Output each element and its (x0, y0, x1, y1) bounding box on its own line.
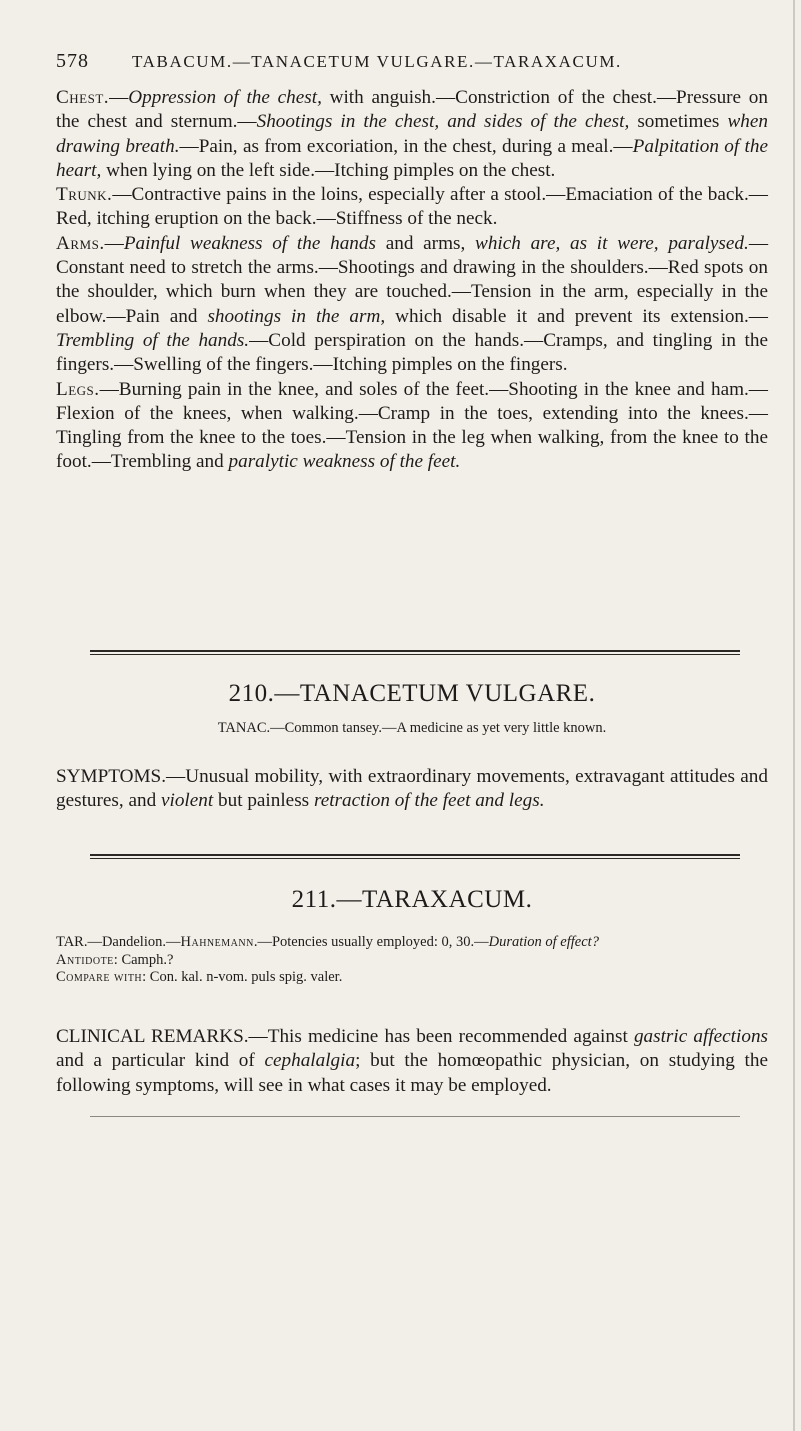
italic-text: cephalalgia (264, 1050, 356, 1072)
page-edge-line (793, 0, 795, 1431)
compare-value: : Con. kal. n-vom. puls spig. valer. (142, 969, 343, 985)
section-210-symptoms (56, 765, 768, 814)
symptom-paragraph (56, 183, 768, 232)
italic-text: paralytic weakness of the feet. (228, 451, 461, 473)
bottom-rule (90, 1116, 740, 1117)
text: Hahnemann (180, 934, 254, 950)
symptom-label: Legs. (56, 378, 100, 400)
italic-text: violent (160, 790, 214, 812)
tabacum-symptoms (56, 86, 768, 475)
symptom-paragraph (56, 86, 768, 183)
section-rule-210 (90, 650, 740, 655)
page-number: 578 (56, 50, 89, 72)
text: TAR.—Dandelion.— (56, 934, 181, 950)
italic-text: shootings in the arm, (207, 305, 386, 327)
text: CLINICAL REMARKS.—This medicine has been recommended against (56, 1026, 634, 1047)
text: and a particular kind of (56, 1050, 265, 1072)
symptom-label: Arms. (56, 232, 105, 254)
text: but painless (213, 790, 314, 812)
text: SYMPTOMS.—Unusual mobility, with extraordinary movements, extravagant attitudes and gestures, and (56, 766, 768, 812)
text: which disable it and prevent its extension.— (385, 305, 768, 327)
compare-line (56, 969, 768, 987)
section-rule-211 (90, 854, 740, 859)
section-heading-211: 211.—TARAXACUM. (291, 886, 533, 913)
symptom-label: Chest. (56, 87, 110, 108)
italic-text: when drawing breath. (56, 111, 768, 157)
italic-text: Oppression of the chest, (128, 87, 322, 108)
text: sometimes (629, 111, 728, 133)
text: with anguish.—Constriction of the chest.—Pressure on the chest and sternum.— (56, 87, 768, 133)
italic-text: Palpitation of the heart, (56, 135, 768, 181)
section-211-notes (56, 934, 768, 987)
antidote-value: : Camph.? (113, 951, 174, 968)
italic-text: retraction of the feet and legs. (313, 790, 545, 812)
compare-label: Compare with (56, 969, 143, 985)
italic-text: Duration of effect? (488, 934, 599, 950)
text: —Burning pain in the knee, and soles of the feet.—Shooting in the knee and ham.—Flexion of the knees, when walking.—Cramp in the toes, extending into the knees.—Tingling from the knee to the toes.—Tension in the leg when walking, from the knee to the foot.—Trembling and (56, 378, 768, 473)
text: —Constant need to stretch the arms.—Shootings and drawing in the shoulders.—Red spots on the shoulder, which burn when they are touched.—Tension in the arm, especially in the elbow.—Pain and (56, 232, 768, 327)
running-head (56, 50, 768, 73)
symptom-paragraph (56, 232, 768, 378)
antidote-line (56, 952, 768, 970)
italic-text: gastric affections (633, 1026, 768, 1047)
symptom-paragraph (56, 378, 768, 475)
italic-text: which are, as it were, paralysed. (475, 232, 749, 254)
text: ; but the homœopathic physician, on studying the following symptoms, will see in what cases it may be employed. (56, 1050, 768, 1096)
running-head-title: TABACUM.—TANACETUM VULGARE.—TARAXACUM. (132, 52, 622, 71)
text: —Pain, as from excoriation, in the chest, during a meal.— (179, 135, 633, 157)
text: —Cold perspiration on the hands.—Cramps, and tingling in the fingers.—Swelling of the fingers.—Itching pimples on the fingers. (56, 329, 768, 376)
text: — (109, 87, 129, 108)
text: when lying on the left side.—Itching pimples on the chest. (101, 159, 556, 181)
text: —Contractive pains in the loins, especially after a stool.—Emaciation of the back.—Red, itching eruption on the back.—Stiffness of the neck. (56, 184, 768, 230)
italic-text: Trembling of the hands. (56, 329, 250, 351)
section-heading-210: 210.—TANACETUM VULGARE. (228, 680, 596, 707)
text: — (104, 232, 124, 254)
text: and arms, (375, 232, 476, 254)
section-211-line-1 (56, 934, 768, 952)
symptom-label: Trunk. (56, 184, 113, 206)
section-note-210: TANAC.—Common tansey.—A medicine as yet very little known. (217, 720, 607, 736)
italic-text: Painful weakness of the hands (123, 232, 376, 254)
clinical-remarks (56, 1025, 768, 1098)
antidote-label: Antidote (56, 951, 114, 968)
italic-text: Shootings in the chest, and sides of the chest, (256, 111, 630, 133)
text: .—Potencies usually employed: 0, 30.— (253, 934, 489, 950)
